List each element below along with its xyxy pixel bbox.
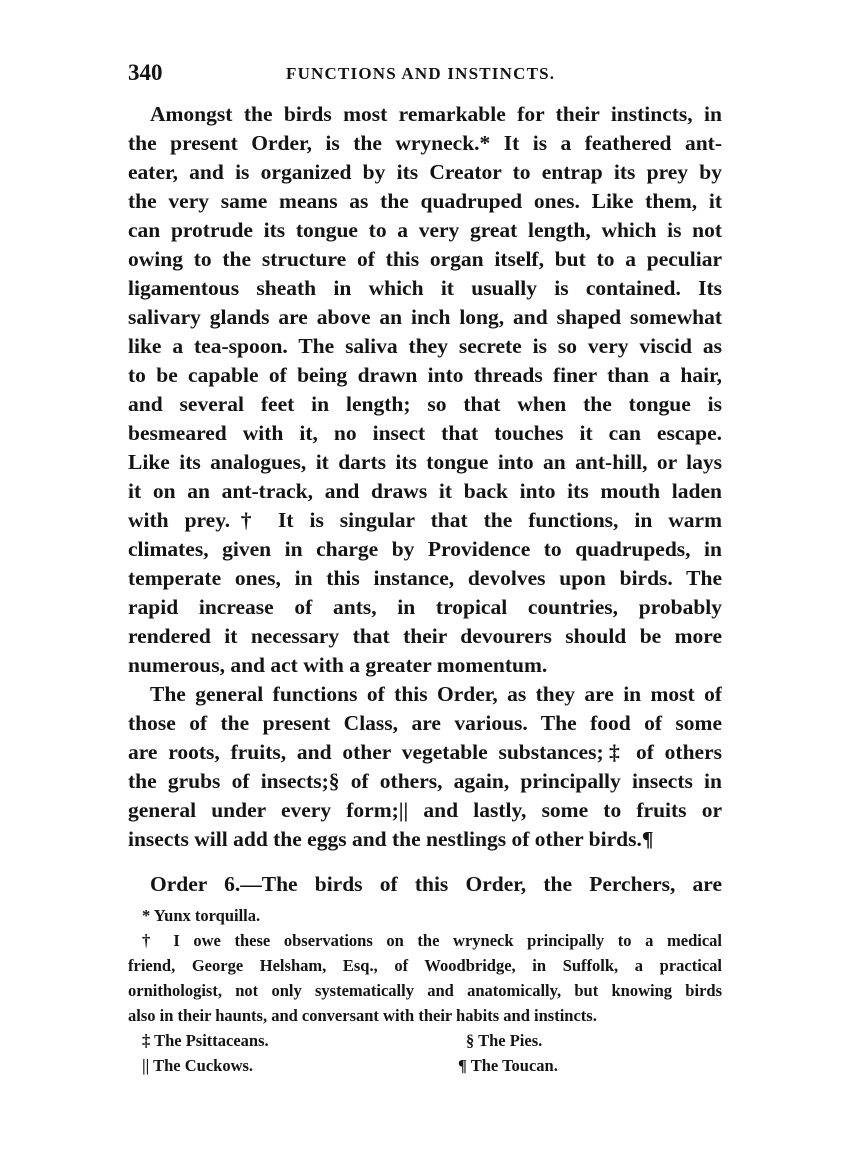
- text-line: it on an ant-track, and draws it back into its mouth laden: [128, 479, 722, 503]
- footnote-line: friend, George Helsham, Esq., of Woodbridge, in Suffolk, a practical: [128, 956, 722, 975]
- paragraph-order-6: [128, 870, 722, 899]
- footnote-toucan: ¶ The Toucan.: [458, 1056, 558, 1075]
- text-line: numerous, and act with a greater momentum.: [128, 653, 548, 677]
- footnote-cuckows: || The Cuckows.: [142, 1056, 254, 1075]
- text-line: temperate ones, in this instance, devolves upon birds. The: [128, 566, 722, 590]
- text-line: to be capable of being drawn into threads finer than a hair,: [128, 363, 722, 387]
- text-line: rapid increase of ants, in tropical countries, probably: [128, 595, 722, 619]
- text-line: the grubs of insects;§ of others, again, principally insects in: [128, 769, 722, 793]
- text-line: rendered it necessary that their devourers should be more: [128, 624, 722, 648]
- footnote-line: † I owe these observations on the wryneck principally to a medical: [142, 931, 722, 950]
- text-line: Amongst the birds most remarkable for their instincts, in: [150, 102, 722, 126]
- page-header: [128, 60, 722, 92]
- text-line: are roots, fruits, and other vegetable substances;‡ of others: [128, 740, 722, 764]
- text-line: Order 6.—The birds of this Order, the Perchers, are: [150, 872, 722, 896]
- footnote-line: ornithologist, not only systematically and anatomically, but knowing birds: [128, 981, 722, 1000]
- footnote-pies: § The Pies.: [466, 1031, 543, 1050]
- text-line: and several feet in length; so that when the tongue is: [128, 392, 722, 416]
- text-line: salivary glands are above an inch long, and shaped somewhat: [128, 305, 722, 329]
- running-title: FUNCTIONS AND INSTINCTS.: [286, 64, 556, 83]
- paragraph-functions: [128, 680, 722, 854]
- text-line: the present Order, is the wryneck.* It is a feathered ant-: [128, 131, 722, 155]
- text-line: can protrude its tongue to a very great length, which is not: [128, 218, 722, 242]
- text-line: eater, and is organized by its Creator to entrap its prey by: [128, 160, 722, 184]
- footnote-pair-row: [128, 1053, 722, 1078]
- text-line: owing to the structure of this organ itself, but to a peculiar: [128, 247, 722, 271]
- page-number: 340: [128, 60, 163, 85]
- text-line: the very same means as the quadruped ones. Like them, it: [128, 189, 722, 213]
- text-line: climates, given in charge by Providence to quadrupeds, in: [128, 537, 722, 561]
- footnote-line: also in their haunts, and conversant with their habits and instincts.: [128, 1006, 597, 1025]
- text-line: those of the present Class, are various. The food of some: [128, 711, 722, 735]
- paragraph-wryneck: [128, 100, 722, 680]
- text-line: insects will add the eggs and the nestlings of other birds.¶: [128, 827, 654, 851]
- text-line: besmeared with it, no insect that touches it can escape.: [128, 421, 722, 445]
- text-line: with prey.† It is singular that the functions, in warm: [128, 508, 722, 532]
- footnotes: [128, 903, 722, 1078]
- text-line: general under every form;|| and lastly, some to fruits or: [128, 798, 722, 822]
- footnote-psittaceans: ‡ The Psittaceans.: [142, 1031, 269, 1050]
- text-line: ligamentous sheath in which it usually is contained. Its: [128, 276, 722, 300]
- footnote-pair-row: [128, 1028, 722, 1053]
- text-line: like a tea-spoon. The saliva they secrete is so very viscid as: [128, 334, 722, 358]
- footnote-line: * Yunx torquilla.: [142, 906, 261, 925]
- text-line: The general functions of this Order, as they are in most of: [150, 682, 722, 706]
- text-line: Like its analogues, it darts its tongue into an ant-hill, or lays: [128, 450, 722, 474]
- body-text: [128, 100, 722, 899]
